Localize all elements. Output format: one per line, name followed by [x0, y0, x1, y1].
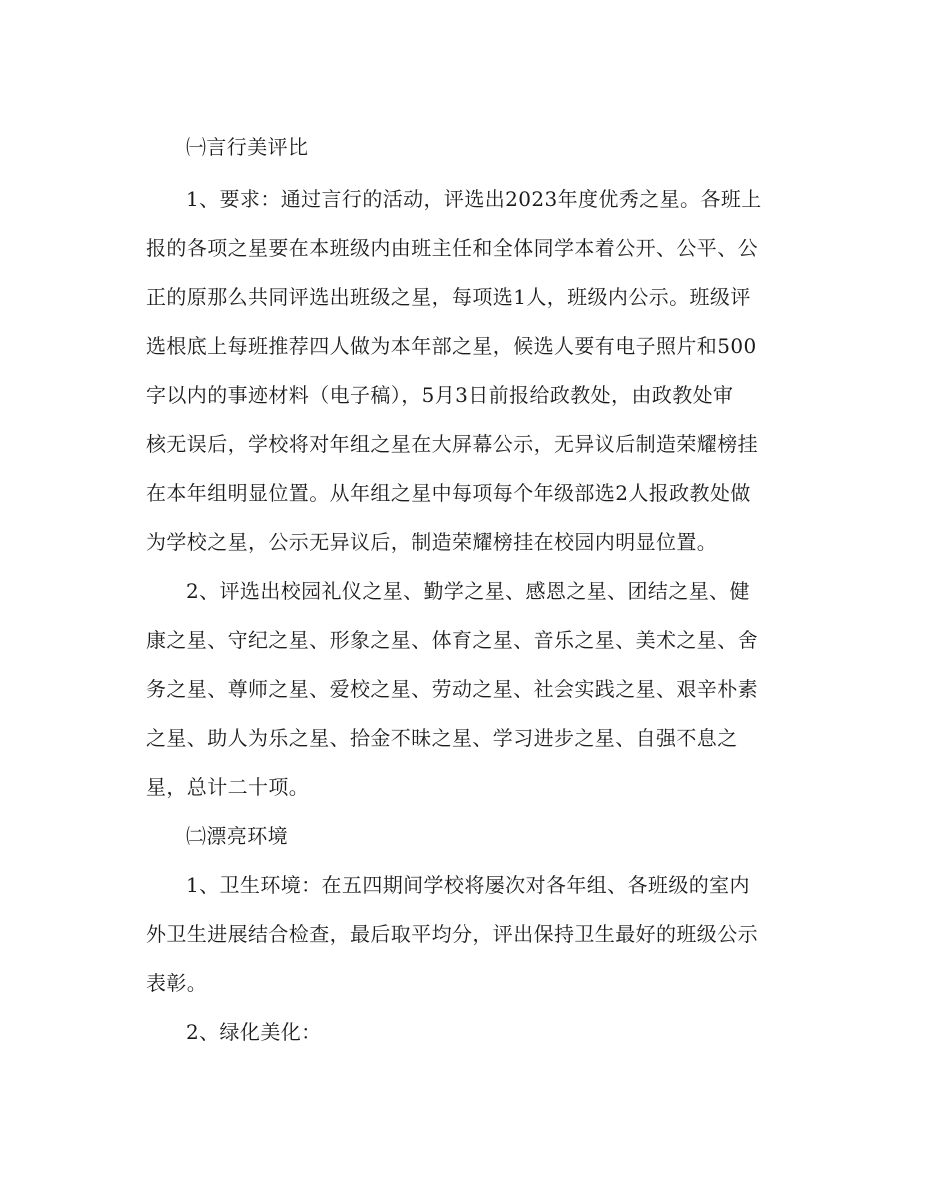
paragraph-line: 1、卫生环境：在五四期间学校将屡次对各年组、各班级的室内: [186, 873, 750, 897]
section-heading-2: ㈡漂亮环境: [186, 824, 288, 848]
paragraph-line: 字以内的事迹材料（电子稿），5月3日前报给政教处，由政教处审: [146, 383, 734, 407]
paragraph-line: 选根底上每班推荐四人做为本年部之星，候选人要有电子照片和500: [146, 334, 757, 358]
paragraph-line: 之星、助人为乐之星、拾金不昧之星、学习进步之星、自强不息之: [146, 726, 738, 750]
paragraph-line: 星，总计二十项。: [146, 775, 310, 799]
paragraph-line: 为学校之星，公示无异议后，制造荣耀榜挂在校园内明显位置。: [146, 530, 718, 554]
paragraph-line: 1、要求：通过言行的活动，评选出2023年度优秀之星。各班上: [186, 187, 762, 211]
paragraph-line: 务之星、尊师之星、爱校之星、劳动之星、社会实践之星、艰辛朴素: [146, 677, 758, 701]
paragraph-line: 2、绿化美化：: [186, 1020, 322, 1044]
section-heading-1: ㈠言行美评比: [186, 135, 309, 159]
paragraph-line: 康之星、守纪之星、形象之星、体育之星、音乐之星、美术之星、舍: [146, 628, 758, 652]
paragraph-line: 在本年组明显位置。从年组之星中每项每个年级部选2人报政教处做: [146, 481, 751, 505]
paragraph-line: 正的原那么共同评选出班级之星，每项选1人，班级内公示。班级评: [146, 285, 751, 309]
paragraph-line: 核无误后，学校将对年组之星在大屏幕公示，无异议后制造荣耀榜挂: [146, 432, 758, 456]
paragraph-line: 表彰。: [146, 971, 208, 995]
paragraph-line: 报的各项之星要在本班级内由班主任和全体同学本着公开、公平、公: [146, 236, 758, 260]
paragraph-line: 2、评选出校园礼仪之星、勤学之星、感恩之星、团结之星、健: [186, 579, 750, 603]
paragraph-line: 外卫生进展结合检查，最后取平均分，评出保持卫生最好的班级公示: [146, 922, 758, 946]
